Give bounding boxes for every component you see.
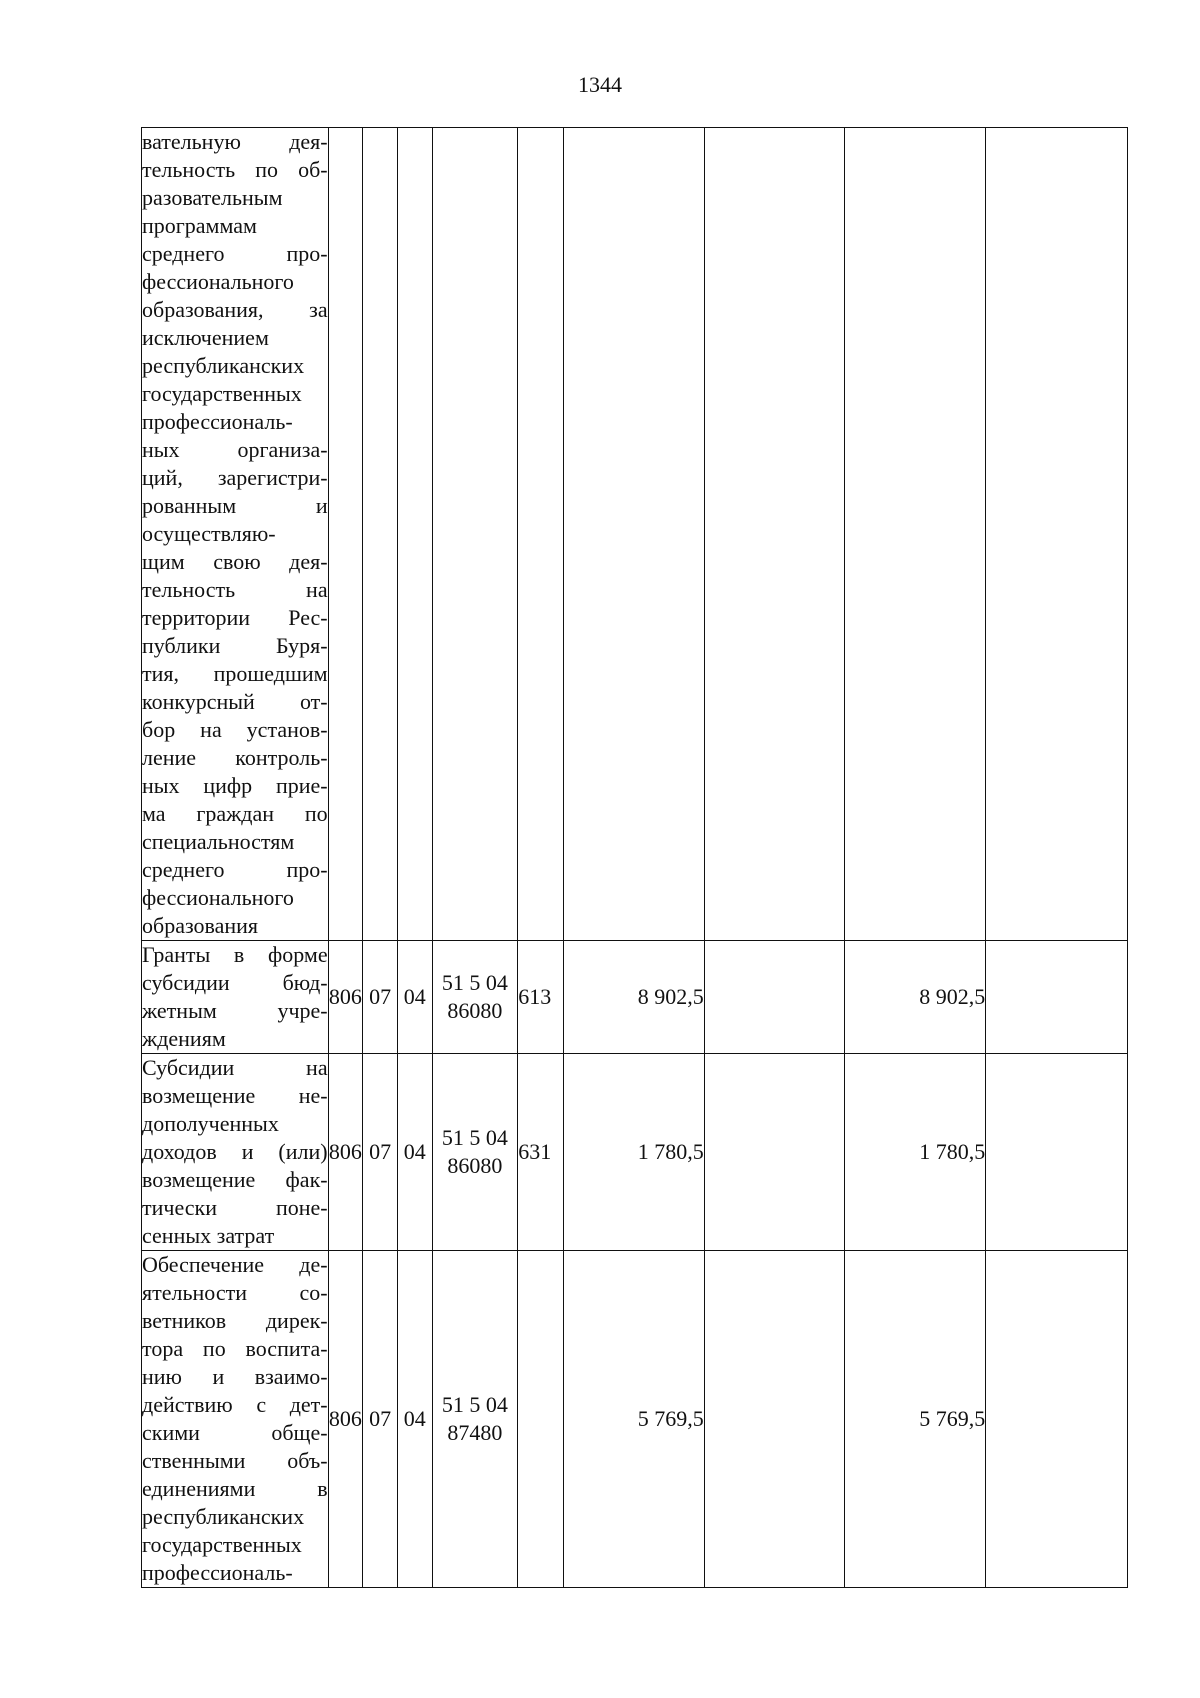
- name-line: государственных: [142, 381, 302, 406]
- cell-subsection: [397, 128, 432, 941]
- cell-target-article: [432, 1054, 518, 1251]
- name-line: единениями в: [142, 1476, 328, 1501]
- name-line: ветников дирек-: [142, 1308, 328, 1333]
- name-line: среднего про-: [142, 241, 328, 266]
- name-line: возмещение не-: [142, 1083, 328, 1108]
- cell-name: [142, 1251, 329, 1588]
- cell-subsection: 04: [397, 941, 432, 1054]
- name-line: нию и взаимо-: [142, 1364, 328, 1389]
- cell-grbs: 806: [328, 1251, 363, 1588]
- name-line: исключением: [142, 325, 269, 350]
- name-line: публики Буря-: [142, 633, 328, 658]
- cell-subsection: 04: [397, 1054, 432, 1251]
- cell-empty: [986, 1251, 1128, 1588]
- cell-amount-2: 1 780,5: [845, 1054, 986, 1251]
- name-line: ций, зарегистри-: [142, 465, 328, 490]
- name-line: рованным и: [142, 493, 328, 518]
- name-line: субсидии бюд-: [142, 970, 328, 995]
- cell-empty: [704, 1251, 845, 1588]
- cell-grbs: 806: [328, 1054, 363, 1251]
- cell-section: 07: [363, 1251, 398, 1588]
- budget-table: [141, 127, 1128, 1588]
- name-line: территории Рес-: [142, 605, 328, 630]
- name-line: ждениям: [142, 1026, 226, 1051]
- name-line: осуществляю-: [142, 521, 276, 546]
- name-line: образования: [142, 913, 259, 938]
- name-line: тора по воспита-: [142, 1336, 328, 1361]
- cell-name: [142, 941, 329, 1054]
- name-line: ление контроль-: [142, 745, 328, 770]
- name-line: фессионального: [142, 269, 294, 294]
- cell-section: 07: [363, 1054, 398, 1251]
- name-line: государственных: [142, 1532, 302, 1557]
- name-line: фессионального: [142, 885, 294, 910]
- cell-amount-2: [845, 128, 986, 941]
- table-row: [142, 1251, 1128, 1588]
- target-article-part-1: 51 5 04: [441, 1125, 508, 1150]
- name-line: конкурсный от-: [142, 689, 328, 714]
- cell-amount: [564, 128, 705, 941]
- name-line: тельность на: [142, 577, 328, 602]
- target-article-part-2: 86080: [447, 1153, 503, 1178]
- name-line: Обеспечение де-: [142, 1252, 328, 1277]
- cell-target-article: [432, 1251, 518, 1588]
- cell-empty: [986, 1054, 1128, 1251]
- cell-expense-type: 631: [518, 1054, 564, 1251]
- cell-name: [142, 128, 329, 941]
- name-line: дополученных: [142, 1111, 279, 1136]
- name-line: тия, прошедшим: [142, 661, 328, 686]
- name-line: вательную дея-: [142, 129, 328, 154]
- name-line: тельность по об-: [142, 157, 328, 182]
- target-article-part-2: 87480: [447, 1420, 503, 1445]
- cell-subsection: 04: [397, 1251, 432, 1588]
- name-line: специальностям: [142, 829, 295, 854]
- name-line: образования, за: [142, 297, 328, 322]
- cell-amount: 5 769,5: [564, 1251, 705, 1588]
- cell-empty: [986, 128, 1128, 941]
- table-row: [142, 1054, 1128, 1251]
- cell-empty: [986, 941, 1128, 1054]
- name-line: щим свою дея-: [142, 549, 328, 574]
- name-line: тически поне-: [142, 1195, 328, 1220]
- target-article-part-2: 86080: [447, 998, 503, 1023]
- name-line: республиканских: [142, 353, 305, 378]
- name-line: Субсидии на: [142, 1055, 328, 1080]
- name-line: ма граждан по: [142, 801, 328, 826]
- name-line: разовательным: [142, 185, 283, 210]
- target-article-part-1: 51 5 04: [441, 970, 508, 995]
- name-line: среднего про-: [142, 857, 328, 882]
- cell-empty: [704, 941, 845, 1054]
- cell-empty: [704, 1054, 845, 1251]
- name-line: доходов и (или): [142, 1139, 328, 1164]
- table-row: [142, 128, 1128, 941]
- cell-amount: 1 780,5: [564, 1054, 705, 1251]
- cell-expense-type: [518, 1251, 564, 1588]
- name-line: возмещение фак-: [142, 1167, 328, 1192]
- name-line: жетным учре-: [142, 998, 328, 1023]
- table-row: [142, 941, 1128, 1054]
- cell-expense-type: [518, 128, 564, 941]
- cell-empty: [704, 128, 845, 941]
- cell-name: [142, 1054, 329, 1251]
- cell-section: 07: [363, 941, 398, 1054]
- cell-section: [363, 128, 398, 941]
- cell-grbs: [328, 128, 363, 941]
- target-article-part-1: 51 5 04: [441, 1392, 508, 1417]
- cell-target-article: [432, 941, 518, 1054]
- name-line: скими обще-: [142, 1420, 328, 1445]
- name-line: действию с дет-: [142, 1392, 328, 1417]
- cell-amount: 8 902,5: [564, 941, 705, 1054]
- name-line: профессиональ-: [142, 409, 293, 434]
- name-line: ятельности со-: [142, 1280, 328, 1305]
- name-line: ных цифр прие-: [142, 773, 328, 798]
- name-line: бор на установ-: [142, 717, 328, 742]
- name-line: сенных затрат: [142, 1223, 275, 1248]
- name-line: Гранты в форме: [142, 942, 328, 967]
- name-line: ственными объ-: [142, 1448, 328, 1473]
- name-line: профессиональ-: [142, 1560, 293, 1585]
- cell-amount-2: 5 769,5: [845, 1251, 986, 1588]
- name-line: ных организа-: [142, 437, 328, 462]
- cell-target-article: [432, 128, 518, 941]
- cell-grbs: 806: [328, 941, 363, 1054]
- page-number: 1344: [578, 72, 622, 97]
- name-line: программам: [142, 213, 257, 238]
- name-line: республиканских: [142, 1504, 305, 1529]
- cell-amount-2: 8 902,5: [845, 941, 986, 1054]
- cell-expense-type: 613: [518, 941, 564, 1054]
